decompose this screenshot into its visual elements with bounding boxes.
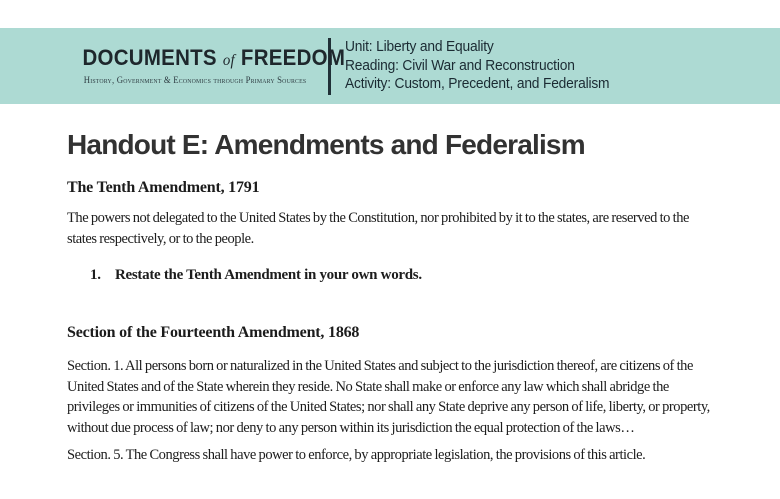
logo-word-of: of: [222, 52, 235, 69]
question-1-number: 1.: [90, 267, 101, 283]
header-meta: [345, 38, 609, 94]
tenth-amendment-text: The powers not delegated to the United States by the Constitution, nor prohibited by it to the states, are reserved to the states respectively, or to the people.: [67, 210, 689, 247]
section-heading-fourteenth-amendment: Section of the Fourteenth Amendment, 1868: [67, 324, 360, 341]
page-title: Handout E: Amendments and Federalism: [67, 129, 585, 160]
logo-word-freedom: FREEDOM: [240, 45, 346, 70]
logo-wordmark: [82, 45, 346, 72]
document-body: [0, 128, 780, 466]
question-1: [90, 265, 713, 285]
meta-reading: Reading: Civil War and Reconstruction: [345, 56, 575, 74]
logo-word-documents: DOCUMENTS: [82, 45, 217, 70]
top-white-strip: [0, 0, 780, 28]
documents-of-freedom-logo: [74, 45, 346, 85]
question-1-text: Restate the Tenth Amendment in your own words.: [115, 267, 422, 283]
fourteenth-amendment-section-1-text: Section. 1. All persons born or naturalized in the United States and subject to the jurisdiction thereof, are citizens of the United States and of the State wherein they reside. No State shall make or enforce any law which shall abridge the privileges or immunities of citizens of the United States; nor shall any State deprive any person of life, liberty, or property, without due process of law; nor deny to any person within its jurisdiction the equal protection of the laws…: [67, 358, 710, 436]
meta-activity: Activity: Custom, Precedent, and Federalism: [345, 75, 610, 93]
meta-unit: Unit: Liberty and Equality: [345, 38, 494, 56]
logo-tagline: History, Government & Economics through Primary Sources: [83, 75, 307, 85]
fourteenth-amendment-section-5-text: Section. 5. The Congress shall have power to enforce, by appropriate legislation, the provisions of this article.: [67, 447, 646, 463]
header-banner: [0, 28, 780, 104]
section-heading-tenth-amendment: The Tenth Amendment, 1791: [67, 179, 260, 196]
